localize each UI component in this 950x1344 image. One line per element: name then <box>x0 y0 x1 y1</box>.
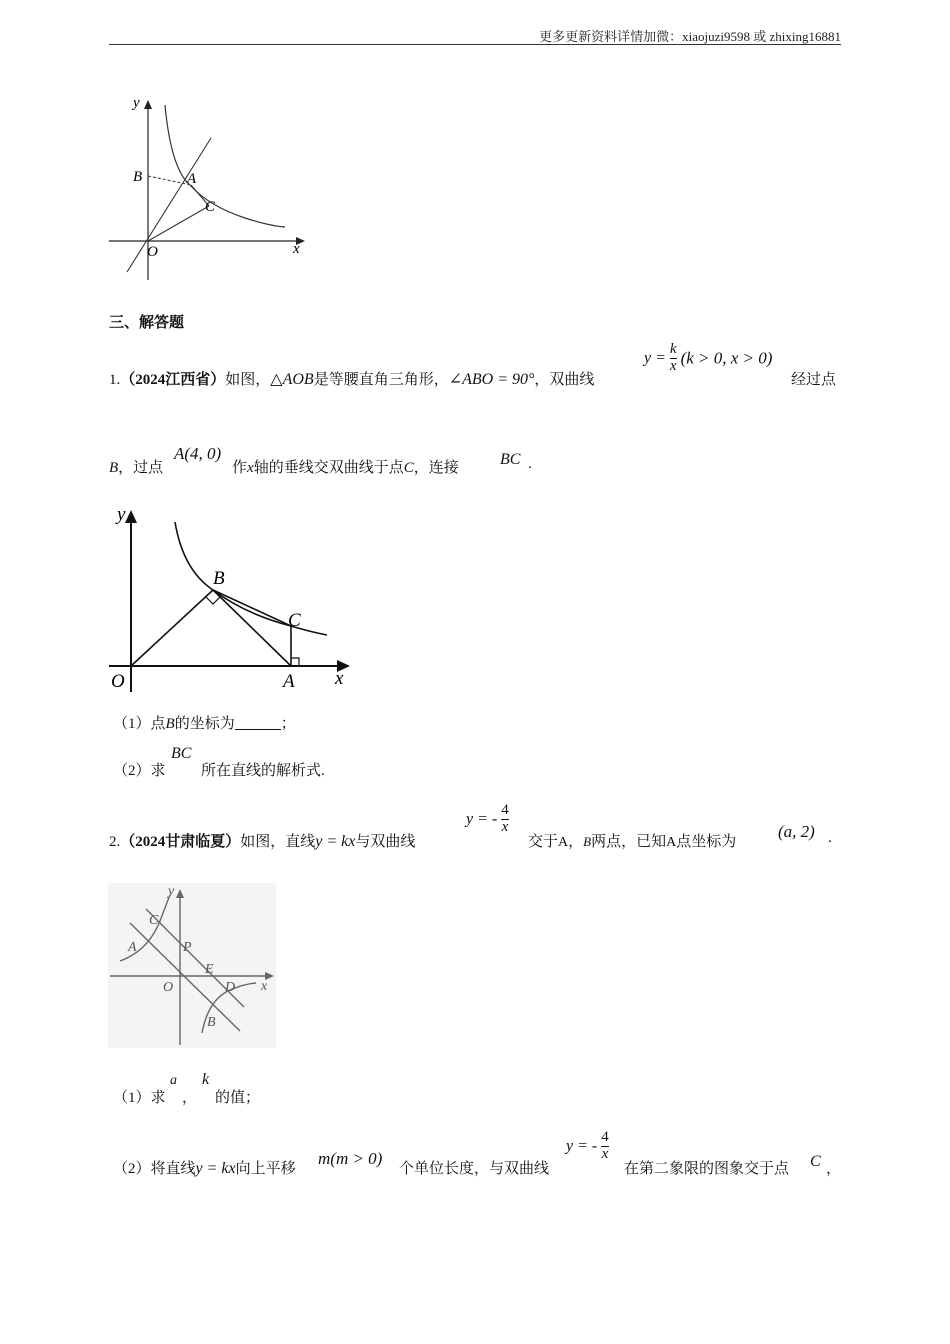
q1-function <box>644 342 772 375</box>
figure-q2 <box>108 883 276 1048</box>
q1-line2-C: C <box>403 460 414 476</box>
q2-line1 <box>109 830 415 851</box>
q2-sub1-k: k <box>202 1071 210 1088</box>
fig2-label-P: P <box>183 940 192 955</box>
fig2-label-E: E <box>205 962 214 977</box>
q1-line2-c: 作 <box>232 460 248 476</box>
q1-fn-num: k <box>669 341 677 357</box>
q1-sub1 <box>113 712 296 733</box>
q2-line-eq: y = kx <box>315 833 356 850</box>
fig2-label-O: O <box>163 980 174 995</box>
q1-text-b: 是等腰直角三角形， <box>313 372 449 388</box>
q2-sub2-d: 在第二象限的图象交于点 <box>624 1161 790 1177</box>
q2-coord: (a, 2) <box>778 822 815 841</box>
q2-period: . <box>828 830 832 846</box>
q2-sub2-line <box>113 1157 296 1178</box>
q2-text-a: 如图，直线 <box>240 834 316 850</box>
q2-text-d: 两点，已知 <box>591 834 667 850</box>
q1-sub1-a: （1）点 <box>113 716 166 732</box>
fig1-label-y: y <box>117 504 126 525</box>
q1-line2-b: ，过点 <box>118 460 164 476</box>
q2-fn-den: x <box>501 818 509 835</box>
q1-fn-lhs: y = <box>644 349 666 367</box>
q1-fn-fraction <box>670 342 677 375</box>
q1-number: 1. <box>109 372 121 388</box>
fig2-label-x: x <box>261 979 268 994</box>
page-header: 更多更新资料详情加微：xiaojuzi9598 或 zhixing16881 <box>539 29 841 44</box>
fig0-label-C: C <box>205 199 216 215</box>
q1-line2-d: 轴的垂线交双曲线于点 <box>253 460 404 476</box>
fig0-label-x: x <box>293 241 300 257</box>
q2-A2: A <box>666 835 677 850</box>
q1-line2-B: B <box>109 460 119 476</box>
q1-line2 <box>109 456 163 477</box>
q1-sub1-b: 的坐标为 <box>174 716 235 732</box>
q1-text-a: 如图， <box>225 372 271 388</box>
fig2-label-B: B <box>207 1015 216 1030</box>
figure-q1 <box>105 498 365 696</box>
q2-sub2-fn-lhs: y = - <box>566 1137 598 1155</box>
q1-fn-den: x <box>669 357 677 374</box>
q2-sub2-fn-den: x <box>601 1145 609 1162</box>
q2-sub2-e: ， <box>826 1161 842 1177</box>
q1-text-d: 经过点 <box>791 372 837 388</box>
q2-sub2-a: （2）将直线 <box>113 1161 196 1177</box>
q2-sub2-function <box>566 1130 609 1163</box>
q1-line2-BC: BC <box>500 451 521 468</box>
q2-sub1-var-a: a <box>170 1073 177 1088</box>
q2-sub1-comma: ， <box>182 1090 198 1106</box>
q2-fn-num: 4 <box>501 802 509 818</box>
q2-text-b: 与双曲线 <box>355 834 416 850</box>
q2-sub1-b: 的值； <box>215 1090 261 1106</box>
fig2-label-y: y <box>168 884 175 899</box>
q1-fn-cond: (k > 0, x > 0) <box>680 348 773 368</box>
section-title: 三、解答题 <box>109 315 185 331</box>
q1-line2-rest <box>232 456 459 477</box>
q1-sub2-b: 所在直线的解析式. <box>201 763 325 779</box>
fig1-label-A: A <box>283 671 295 692</box>
q1-answer-blank <box>235 728 281 730</box>
q2-comma: ， <box>568 834 584 850</box>
q2-sub2-C: C <box>810 1153 821 1170</box>
q1-text-c: ，双曲线 <box>534 372 595 388</box>
fig2-label-C: C <box>149 913 159 928</box>
q1-angle: ∠ABO = 90° <box>448 371 535 388</box>
q2-text-e: 点坐标为 <box>676 834 737 850</box>
fig1-label-x: x <box>335 668 344 689</box>
q2-sub2-c: 个单位长度，与双曲线 <box>399 1161 550 1177</box>
q2-sub2-b: 向上平移 <box>235 1161 296 1177</box>
q2-B: B <box>583 834 592 849</box>
q1-triangle: △AOB <box>270 371 314 388</box>
q2-sub1-a: （1）求 <box>113 1090 166 1106</box>
q1-line2-f: . <box>528 456 532 472</box>
q2-line1-rest <box>528 830 736 851</box>
q1-source: （2024江西省） <box>120 372 226 388</box>
fig0-label-O: O <box>147 244 158 260</box>
q2-function <box>466 803 509 836</box>
q1-sub2-BC: BC <box>171 745 192 762</box>
q1-sub2-a: （2）求 <box>113 763 166 779</box>
fig0-label-A: A <box>187 171 197 187</box>
fig0-label-y: y <box>133 95 140 111</box>
q2-sub2-fn-fraction <box>601 1130 609 1163</box>
q2-sub2-line-eq: y = kx <box>195 1160 236 1177</box>
q2-number: 2. <box>109 834 121 850</box>
q1-line2-x: x <box>247 460 254 476</box>
q1-pointA: A(4, 0) <box>174 444 222 463</box>
fig1-label-O: O <box>111 671 125 692</box>
q2-sub2-m: m(m > 0) <box>318 1149 383 1168</box>
q1-line1 <box>109 368 594 389</box>
header-divider <box>109 44 841 45</box>
fig2-label-D: D <box>225 980 236 995</box>
fig0-label-B: B <box>133 169 143 185</box>
fig2-label-A: A <box>128 940 137 955</box>
fig1-label-B: B <box>213 568 225 589</box>
q2-source: （2024甘肃临夏） <box>120 834 241 850</box>
q2-sub2-fn-num: 4 <box>601 1129 609 1145</box>
q2-A: A <box>558 835 569 850</box>
q2-fn-lhs: y = - <box>466 810 498 828</box>
fig1-label-C: C <box>288 610 301 631</box>
q1-sub1-B: B <box>165 716 175 732</box>
figure-hyperbola-top <box>105 90 315 285</box>
q1-line2-e: ，连接 <box>413 460 459 476</box>
q2-text-c: 交于 <box>528 834 559 850</box>
q1-sub1-c: ； <box>280 716 296 732</box>
q2-fn-fraction <box>501 803 509 836</box>
